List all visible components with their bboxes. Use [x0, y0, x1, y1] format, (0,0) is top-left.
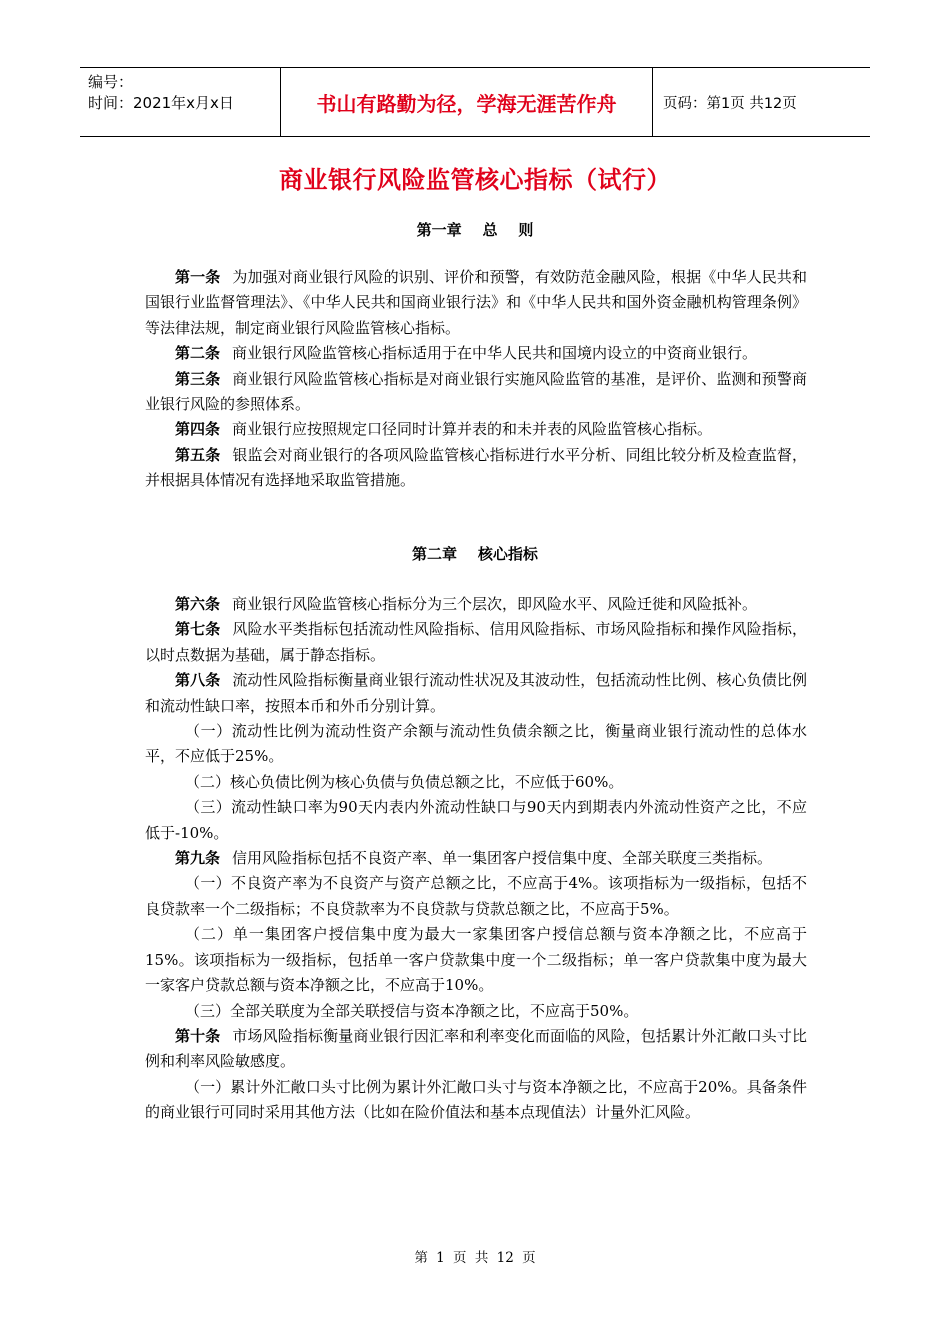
article-3	[145, 367, 807, 418]
article-label: 第三条	[175, 369, 221, 388]
article-7	[145, 617, 807, 668]
page-footer: 第 1 页 共 12 页	[414, 1250, 536, 1266]
article-5	[145, 443, 807, 494]
header-page-info: 页码：第1页 共12页	[663, 95, 797, 112]
article-text: 为加强对商业银行风险的识别、评价和预警，有效防范金融风险，根据《中华人民共和国银行业监督管理法》、《中华人民共和国商业银行法》和《中华人民共和国外资金融机构管理条例》等法律法规，制定商业银行风险监管核心指标。	[145, 268, 807, 337]
article-label: 第一条	[175, 268, 221, 286]
document-title: 商业银行风险监管核心指标（试行）	[279, 165, 671, 194]
chapter-1-body	[145, 265, 807, 494]
serial-number-label: 编号：	[88, 73, 134, 91]
article-label: 第六条	[175, 595, 221, 613]
header-meta	[80, 68, 281, 136]
article-label: 第九条	[175, 849, 221, 868]
article-6	[145, 592, 807, 617]
article-label: 第四条	[175, 420, 221, 439]
article-9-item-2: （二）单一集团客户授信集中度为最大一家集团客户授信总额与资本净额之比，不应高于15%。该项指标为一级指标，包括单一客户贷款集中度一个二级指标；单一客户贷款集中度为最大一家客户贷款总额与资本净额之比，不应高于10%。	[145, 925, 807, 995]
chapter-2-heading: 第二章 核心指标	[412, 545, 538, 563]
header-motto: 书山有路勤为径，学海无涯苦作舟	[281, 68, 653, 136]
article-label: 第十条	[175, 1026, 221, 1045]
article-2	[145, 341, 807, 366]
document-header	[80, 67, 870, 137]
article-text: 商业银行风险监管核心指标适用于在中华人民共和国境内设立的中资商业银行。	[232, 344, 758, 363]
article-8-item-3: （三）流动性缺口率为90天内表内外流动性缺口与90天内到期表内外流动性资产之比，不应低于-10%。	[145, 798, 807, 842]
article-label: 第二条	[175, 344, 221, 363]
article-text: 商业银行风险监管核心指标是对商业银行实施风险监管的基准，是评价、监测和预警商业银行风险的参照体系。	[145, 369, 807, 414]
chapter-2-body	[145, 592, 807, 1126]
article-text: 流动性风险指标衡量商业银行流动性状况及其波动性，包括流动性比例、核心负债比例和流动性缺口率，按照本币和外币分别计算。	[145, 671, 807, 715]
article-text: 风险水平类指标包括流动性风险指标、信用风险指标、市场风险指标和操作风险指标，以时点数据为基础，属于静态指标。	[145, 620, 807, 664]
article-9	[145, 846, 807, 871]
chapter-1-heading: 第一章 总 则	[416, 221, 534, 239]
article-8-item-1: （一）流动性比例为流动性资产余额与流动性负债余额之比，衡量商业银行流动性的总体水平，不应低于25%。	[145, 722, 807, 766]
article-8	[145, 668, 807, 719]
article-8-item-2: （二）核心负债比例为核心负债与负债总额之比，不应低于60%。	[185, 772, 624, 791]
article-10	[145, 1024, 807, 1075]
article-10-item-1: （一）累计外汇敞口头寸比例为累计外汇敞口头寸与资本净额之比，不应高于20%。具备条件的商业银行可同时采用其他方法（比如在险价值法和基本点现值法）计量外汇风险。	[145, 1077, 807, 1122]
article-text: 商业银行风险监管核心指标分为三个层次，即风险水平、风险迁徙和风险抵补。	[232, 595, 758, 613]
article-text: 银监会对商业银行的各项风险监管核心指标进行水平分析、同组比较分析及检查监督，并根据具体情况有选择地采取监管措施。	[145, 445, 807, 490]
article-text: 商业银行应按照规定口径同时计算并表的和未并表的风险监管核心指标。	[232, 420, 713, 439]
article-text: 市场风险指标衡量商业银行因汇率和利率变化而面临的风险，包括累计外汇敞口头寸比例和利率风险敏感度。	[145, 1026, 807, 1071]
article-label: 第八条	[175, 671, 221, 690]
article-9-item-1: （一）不良资产率为不良资产与资产总额之比，不应高于4%。该项指标为一级指标，包括不良贷款率一个二级指标；不良贷款率为不良贷款与贷款总额之比，不应高于5%。	[145, 874, 807, 918]
article-label: 第七条	[175, 620, 221, 639]
article-label: 第五条	[175, 445, 221, 464]
article-1	[145, 265, 807, 341]
article-9-item-3: （三）全部关联度为全部关联授信与资本净额之比，不应高于50%。	[185, 1001, 639, 1020]
article-text: 信用风险指标包括不良资产率、单一集团客户授信集中度、全部关联度三类指标。	[232, 849, 773, 868]
date-label: 时间：2021年x月x日	[88, 94, 234, 112]
article-4	[145, 417, 807, 442]
